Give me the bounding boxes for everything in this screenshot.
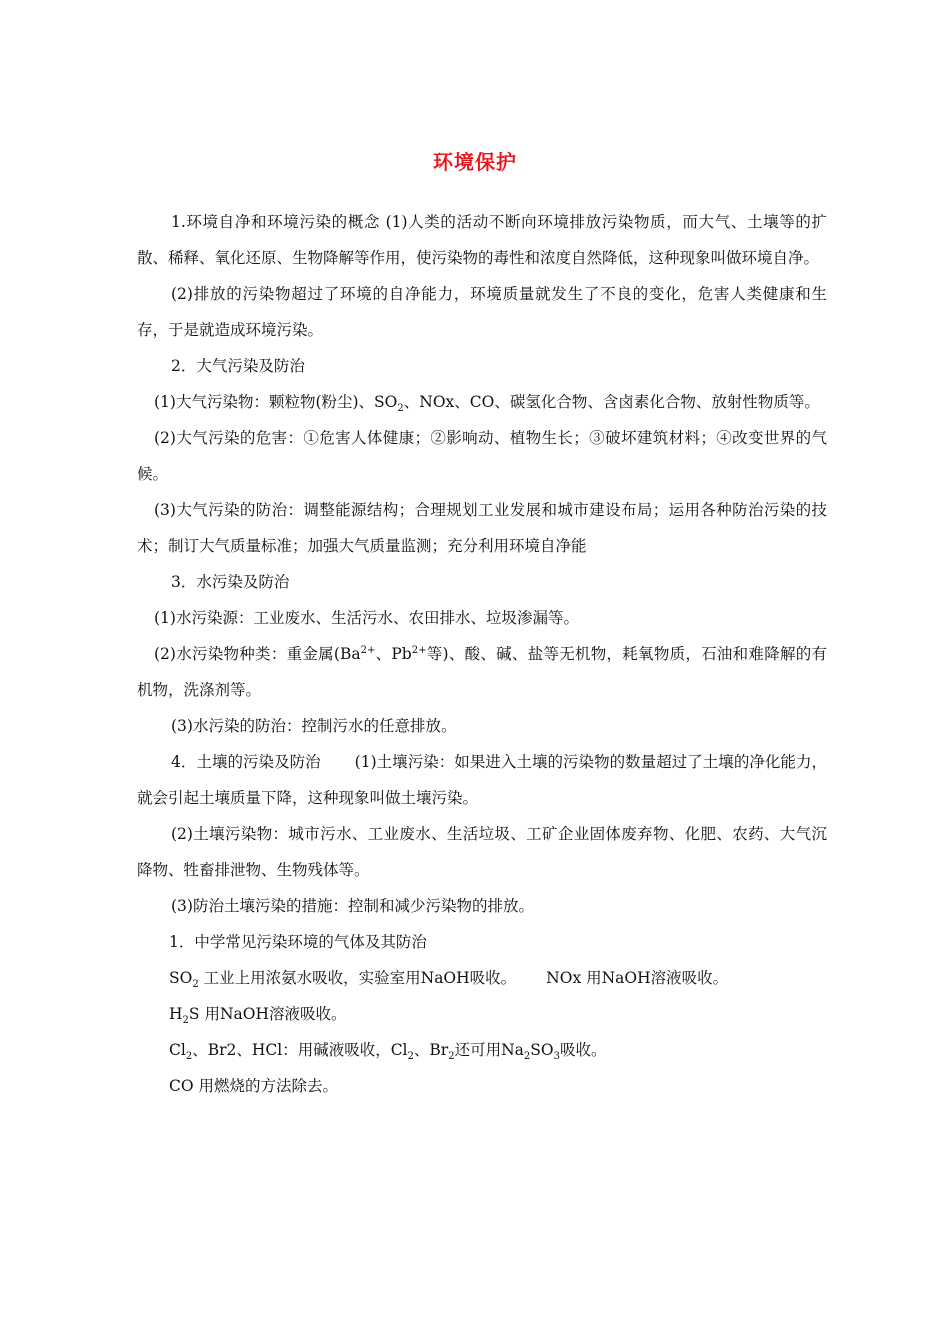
- section-4-paragraph-1: 4．土壤的污染及防治 (1)土壤污染：如果进入土壤的污染物的数量超过了土壤的净化能力，就会引起土壤质量下降，这种现象叫做土壤污染。: [137, 753, 827, 807]
- section-5-heading: 1．中学常见污染环境的气体及其防治: [169, 933, 427, 951]
- halogen-line: $Cl_2$、Br2、HCl：用碱液吸收，$Cl_2$、$Br_2$还可用$Na_2SO_3$吸收。: [169, 1041, 607, 1063]
- section-2-paragraph-1: (1)大气污染物：颗粒物(粉尘)、$SO_2$、NOx、CO、碳氢化合物、含卤素化合物、放射性物质等。: [154, 393, 820, 415]
- page-title: 环境保护: [433, 150, 517, 174]
- section-1-paragraph-2: (2)排放的污染物超过了环境的自净能力，环境质量就发生了不良的变化，危害人类健康和生存，于是就造成环境污染。: [137, 285, 827, 339]
- section-3-paragraph-3: (3)水污染的防治：控制污水的任意排放。: [171, 717, 457, 735]
- nox-line: NOx 用NaOH溶液吸收。: [546, 969, 729, 987]
- section-3-paragraph-2: (2)水污染物种类：重金属($Ba^{2+}$、$Pb^{2+}$等)、酸、碱、盐等无机物，耗氧物质，石油和难降解的有机物，洗涤剂等。: [137, 644, 827, 699]
- co-line: CO 用燃烧的方法除去。: [169, 1077, 338, 1095]
- section-4-paragraph-2: (2)土壤污染物：城市污水、工业废水、生活垃圾、工矿企业固体废弃物、化肥、农药、大气沉降物、牲畜排泄物、生物残体等。: [137, 825, 827, 879]
- section-2-paragraph-3: (3)大气污染的防治：调整能源结构；合理规划工业发展和城市建设布局；运用各种防治污染的技术；制订大气质量标准；加强大气质量监测；充分利用环境自净能: [137, 501, 827, 555]
- section-4-paragraph-3: (3)防治土壤污染的措施：控制和减少污染物的排放。: [171, 897, 534, 915]
- section-2-paragraph-2: (2)大气污染的危害：①危害人体健康；②影响动、植物生长；③破坏建筑材料；④改变世界的气候。: [137, 429, 827, 483]
- section-1-paragraph-1: 1.环境自净和环境污染的概念 (1)人类的活动不断向环境排放污染物质，而大气、土壤等的扩散、稀释、氧化还原、生物降解等作用，使污染物的毒性和浓度自然降低，这种现象叫做环境自净。: [137, 213, 827, 267]
- so2-line: $SO_2$ 工业上用浓氨水吸收，实验室用NaOH吸收。 NOx 用NaOH溶液吸收。: [169, 969, 729, 991]
- section-2-heading: 2．大气污染及防治: [171, 357, 305, 375]
- section-3-heading: 3．水污染及防治: [171, 573, 290, 591]
- h2s-line: $H_2S$ 用NaOH溶液吸收。: [169, 1005, 347, 1027]
- section-4-heading: 4．土壤的污染及防治: [171, 753, 321, 771]
- section-3-paragraph-1: (1)水污染源：工业废水、生活污水、农田排水、垃圾渗漏等。: [154, 609, 579, 627]
- document-body: [137, 204, 827, 1104]
